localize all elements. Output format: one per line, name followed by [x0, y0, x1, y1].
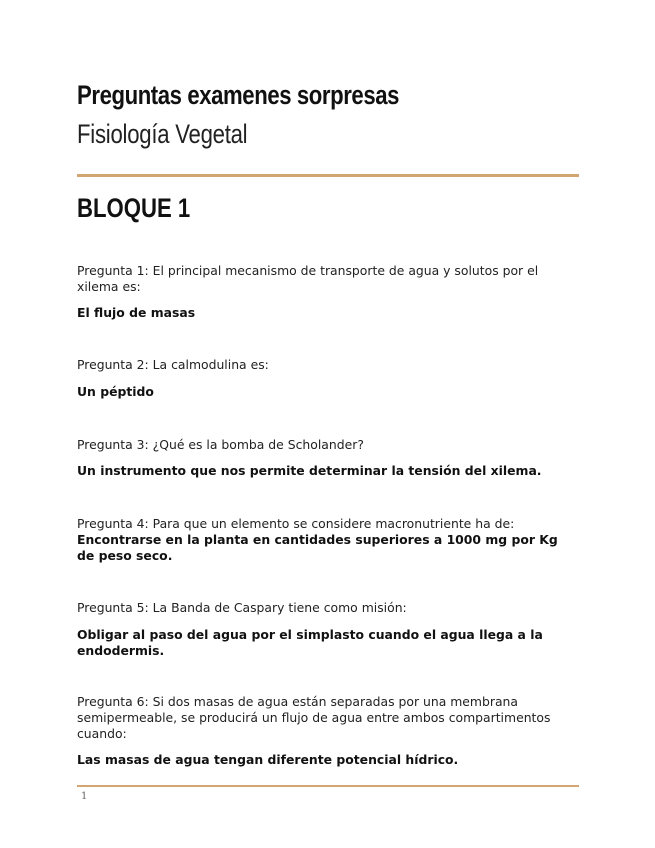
answer-text: El flujo de masas — [77, 305, 196, 320]
answer-text: Encontrarse en la planta en cantidades superiores a 1000 mg por Kg de peso seco. — [77, 532, 558, 563]
document-title: Preguntas examenes sorpresas — [77, 80, 400, 110]
question-text: Pregunta 3: ¿Qué es la bomba de Scholander? — [77, 437, 364, 452]
question-block-2 — [77, 357, 567, 400]
answer-text: Obligar al paso del agua por el simplasto cuando el agua llega a la endodermis. — [77, 627, 543, 658]
question-block-6 — [77, 694, 567, 768]
question-text: Pregunta 6: Si dos masas de agua están separadas por una membrana semipermeable, se producirá un flujo de agua entre ambos compartimentos cuando: — [77, 694, 551, 741]
question-text: Pregunta 2: La calmodulina es: — [77, 357, 269, 372]
question-block-4 — [77, 516, 567, 564]
section-heading: BLOQUE 1 — [77, 193, 191, 223]
answer-text: Un instrumento que nos permite determinar la tensión del xilema. — [77, 463, 542, 478]
question-text: Pregunta 1: El principal mecanismo de transporte de agua y solutos por el xilema es: — [77, 263, 539, 294]
question-text: Pregunta 4: Para que un elemento se considere macronutriente ha de: — [77, 516, 515, 531]
page-number: 1 — [81, 791, 88, 802]
header-divider — [77, 174, 579, 177]
question-block-3 — [77, 437, 567, 479]
answer-text: Las masas de agua tengan diferente potencial hídrico. — [77, 752, 459, 767]
footer-divider — [77, 785, 579, 787]
question-text: Pregunta 5: La Banda de Caspary tiene como misión: — [77, 600, 407, 615]
answer-text: Un péptido — [77, 384, 154, 399]
question-block-1 — [77, 263, 567, 321]
document-subtitle: Fisiología Vegetal — [77, 119, 248, 149]
question-block-5 — [77, 600, 567, 659]
